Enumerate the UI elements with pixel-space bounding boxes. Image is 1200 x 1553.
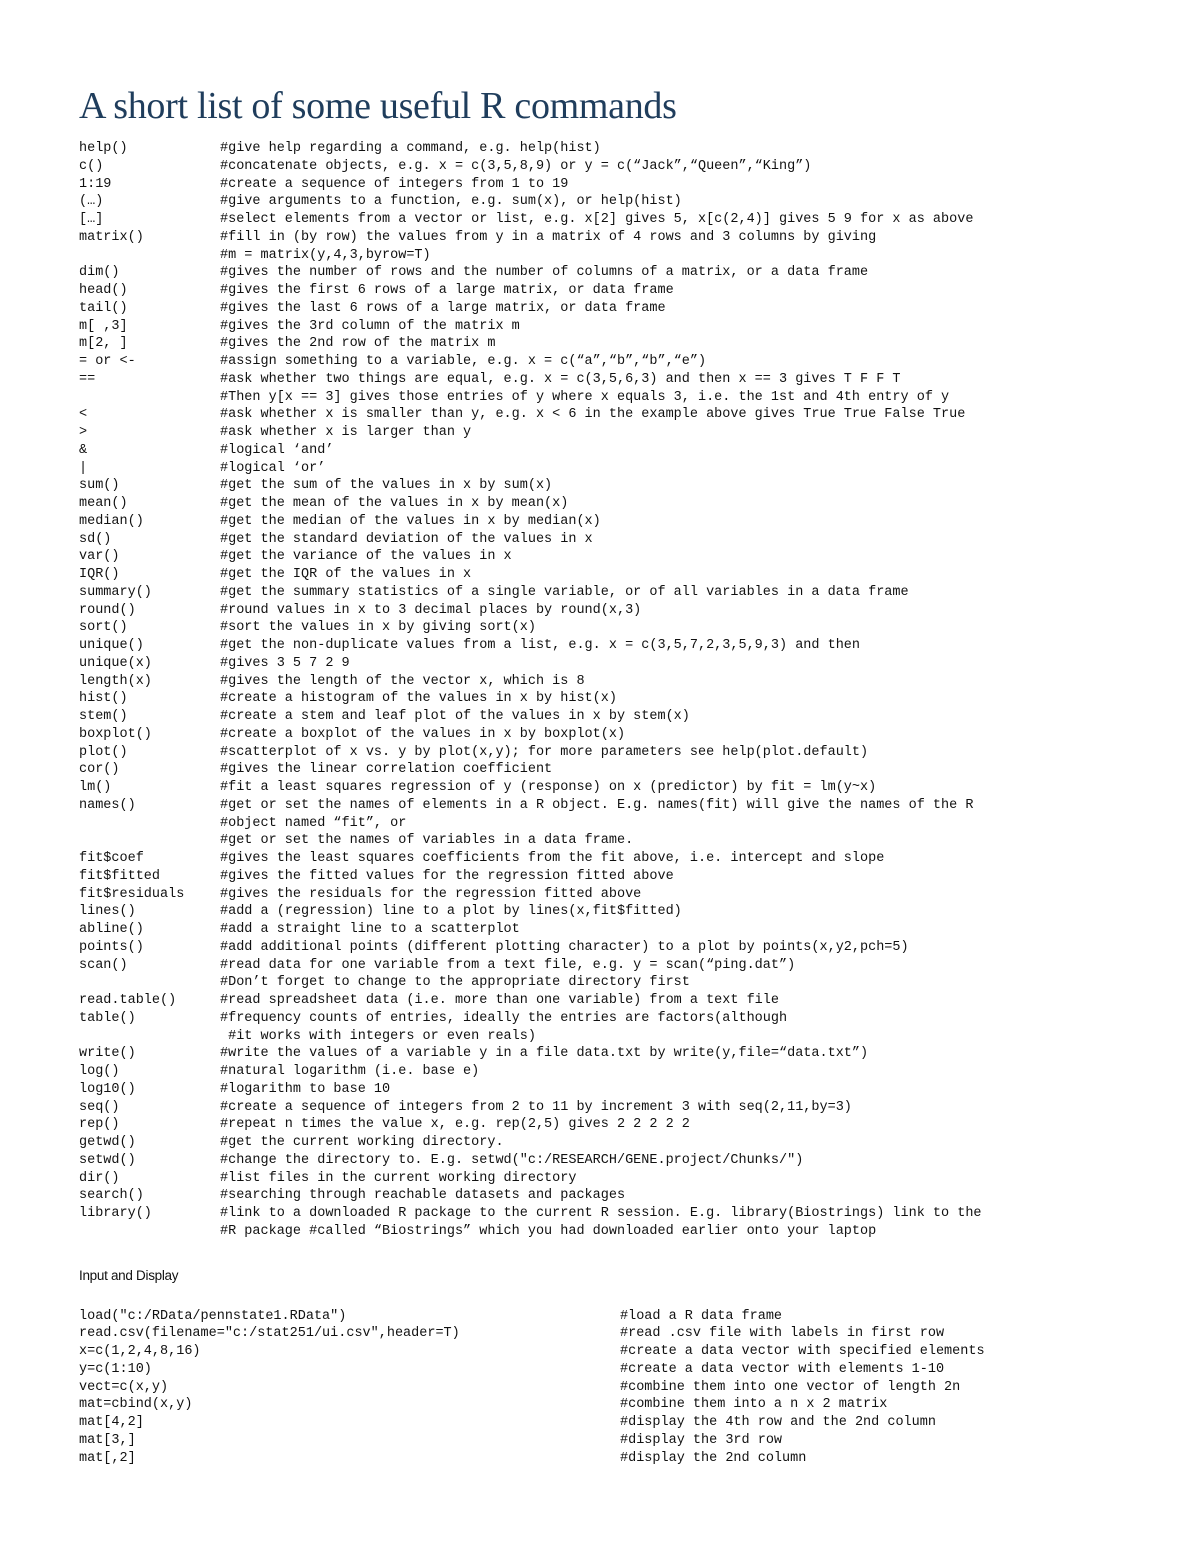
command-row — [79, 744, 982, 762]
input-display-row — [79, 1308, 985, 1326]
input-display-row — [79, 1432, 985, 1450]
command-row — [79, 1170, 982, 1188]
command-description: #concatenate objects, e.g. x = c(3,5,8,9) or y = c(“Jack”,“Queen”,“King”) — [220, 158, 812, 174]
input-display-row — [79, 1361, 985, 1379]
command-row — [79, 1081, 982, 1099]
command-row — [79, 1099, 982, 1117]
command-row — [79, 850, 982, 868]
command-name: getwd() — [79, 1135, 136, 1150]
command-name: m[2, ] — [79, 336, 128, 352]
command-row — [79, 1028, 982, 1046]
code-line: mat[,2] — [79, 1450, 136, 1466]
command-row — [79, 1063, 982, 1081]
command-name: seq() — [79, 1099, 120, 1115]
code-line: mat[4,2] — [79, 1415, 144, 1430]
command-description: #R package #called “Biostrings” which you had downloaded earlier onto your laptop — [220, 1223, 877, 1239]
command-description: #change the directory to. E.g. setwd("c:/RESEARCH/GENE.project/Chunks/") — [220, 1152, 804, 1168]
command-name: length(x) — [79, 673, 152, 689]
command-description: #get or set the names of elements in a R object. E.g. names(fit) will give the names of the R — [220, 797, 974, 813]
command-description: #create a sequence of integers from 2 to 11 by increment 3 with seq(2,11,by=3) — [220, 1099, 852, 1115]
command-name: > — [79, 425, 88, 440]
command-row — [79, 832, 982, 850]
code-comment: #combine them into a n x 2 matrix — [620, 1397, 888, 1413]
code-comment: #display the 4th row and the 2nd column — [620, 1415, 936, 1430]
command-name: == — [79, 371, 96, 387]
command-description: #get the variance of the values in x — [220, 549, 512, 565]
command-row — [79, 655, 982, 673]
command-row — [79, 868, 982, 886]
code-comment: #display the 2nd column — [620, 1450, 807, 1466]
code-comment: #load a R data frame — [620, 1308, 783, 1324]
command-row — [79, 264, 982, 282]
input-display-table-body — [79, 1308, 985, 1468]
command-name: dim() — [79, 265, 120, 281]
command-description: #gives the number of rows and the number of columns of a matrix, or a data frame — [220, 265, 869, 281]
command-name: boxplot() — [79, 726, 152, 742]
command-row — [79, 389, 982, 407]
input-display-row — [79, 1396, 985, 1414]
command-description: #it works with integers or even reals) — [220, 1028, 536, 1044]
command-name: table() — [79, 1010, 136, 1026]
command-description: #get the IQR of the values in x — [220, 567, 472, 582]
command-description: #sort the values in x by giving sort(x) — [220, 620, 536, 636]
command-description: #get the sum of the values in x by sum(x) — [220, 478, 553, 494]
command-description: #write the values of a variable y in a file data.txt by write(y,file=“data.txt”) — [220, 1046, 869, 1062]
command-name: write() — [79, 1046, 136, 1062]
command-row — [79, 548, 982, 566]
command-row — [79, 406, 982, 424]
command-row — [79, 815, 982, 833]
command-name: rep() — [79, 1117, 120, 1133]
command-name: IQR() — [79, 567, 120, 582]
input-display-row — [79, 1414, 985, 1432]
command-name — [79, 1223, 220, 1241]
command-name: (…) — [79, 194, 104, 210]
code-comment: #read .csv file with labels in first row — [620, 1326, 945, 1342]
command-description: #fit a least squares regression of y (response) on x (predictor) by fit = lm(y~x) — [220, 780, 877, 795]
command-description: #create a sequence of integers from 1 to 19 — [220, 176, 569, 192]
command-description: #ask whether two things are equal, e.g. x = c(3,5,6,3) and then x == 3 gives T F F T — [220, 371, 901, 387]
command-row — [79, 211, 982, 229]
command-row — [79, 1152, 982, 1170]
command-row — [79, 229, 982, 247]
command-description: #select elements from a vector or list, e.g. x[2] gives 5, x[c(2,4)] gives 5 9 for x as above — [220, 212, 974, 227]
code-line: read.csv(filename="c:/stat251/ui.csv",header=T) — [79, 1326, 460, 1342]
command-name: […] — [79, 212, 104, 227]
command-row — [79, 921, 982, 939]
command-name — [79, 815, 220, 833]
page-title: A short list of some useful R commands — [79, 85, 677, 127]
command-name: fit$fitted — [79, 868, 161, 884]
input-display-row — [79, 1325, 985, 1343]
command-description: #gives the linear correlation coefficient — [220, 762, 553, 778]
input-display-row — [79, 1343, 985, 1361]
command-row — [79, 176, 982, 194]
command-description: #get the non-duplicate values from a list, e.g. x = c(3,5,7,2,3,5,9,3) and then — [220, 638, 861, 653]
command-name: library() — [79, 1206, 152, 1221]
command-description: #create a histogram of the values in x by hist(x) — [220, 691, 617, 707]
command-description: #get the median of the values in x by median(x) — [220, 513, 601, 529]
command-name: fit$residuals — [79, 886, 185, 902]
document-page — [79, 84, 1139, 1467]
command-description: #get the summary statistics of a single variable, or of all variables in a data frame — [220, 584, 909, 600]
input-display-heading: Input and Display — [79, 1267, 179, 1283]
command-description: #searching through reachable datasets and packages — [220, 1188, 626, 1204]
command-description: #create a boxplot of the values in x by boxplot(x) — [220, 726, 626, 742]
command-name: lines() — [79, 904, 136, 920]
command-row — [79, 442, 982, 460]
command-description: #get the current working directory. — [220, 1135, 504, 1150]
command-row — [79, 140, 982, 158]
command-name: round() — [79, 602, 136, 618]
command-description: #round values in x to 3 decimal places by round(x,3) — [220, 602, 642, 618]
command-description: #gives the 2nd row of the matrix m — [220, 336, 496, 352]
command-name: abline() — [79, 922, 144, 937]
command-description: #read data for one variable from a text file, e.g. y = scan(“ping.dat”) — [220, 957, 796, 973]
command-row — [79, 353, 982, 371]
command-description: #natural logarithm (i.e. base e) — [220, 1064, 480, 1079]
command-name: unique() — [79, 638, 144, 653]
code-comment: #create a data vector with specified elements — [620, 1344, 985, 1359]
command-name — [79, 1028, 220, 1046]
command-row — [79, 1187, 982, 1205]
command-row — [79, 761, 982, 779]
command-row — [79, 886, 982, 904]
commands-table — [79, 140, 982, 1241]
command-name: < — [79, 407, 88, 423]
command-description: #list files in the current working directory — [220, 1170, 577, 1186]
command-description: #add a (regression) line to a plot by lines(x,fit$fitted) — [220, 904, 682, 920]
code-comment: #combine them into one vector of length 2n — [620, 1379, 961, 1395]
command-description: #get or set the names of variables in a data frame. — [220, 833, 634, 849]
command-row — [79, 247, 982, 265]
command-row — [79, 903, 982, 921]
command-description: #logarithm to base 10 — [220, 1081, 391, 1097]
command-description: #gives the length of the vector x, which is 8 — [220, 673, 585, 689]
command-name: scan() — [79, 957, 128, 973]
command-row — [79, 992, 982, 1010]
input-display-row — [79, 1450, 985, 1468]
commands-table-body — [79, 140, 982, 1241]
command-name — [79, 247, 220, 265]
command-description: #give arguments to a function, e.g. sum(x), or help(hist) — [220, 194, 682, 210]
command-name: sd() — [79, 531, 112, 547]
command-name: names() — [79, 797, 136, 813]
command-row — [79, 726, 982, 744]
command-name: plot() — [79, 744, 128, 760]
command-row — [79, 531, 982, 549]
code-line: mat[3,] — [79, 1432, 136, 1448]
command-description: #add additional points (different plotting character) to a plot by points(x,y2,pch=5) — [220, 939, 909, 955]
command-description: #scatterplot of x vs. y by plot(x,y); for more parameters see help(plot.default) — [220, 744, 869, 760]
command-row — [79, 584, 982, 602]
command-description: #gives the least squares coefficients from the fit above, i.e. intercept and slope — [220, 851, 885, 866]
command-name: points() — [79, 939, 144, 955]
command-name: m[ ,3] — [79, 318, 128, 334]
command-description: #Don’t forget to change to the appropriate directory first — [220, 975, 690, 991]
command-name: var() — [79, 549, 120, 565]
command-row — [79, 460, 982, 478]
command-row — [79, 1045, 982, 1063]
command-description: #object named “fit”, or — [220, 815, 407, 831]
command-description: #gives the residuals for the regression fitted above — [220, 886, 642, 902]
command-description: #m = matrix(y,4,3,byrow=T) — [220, 247, 431, 263]
command-name: read.table() — [79, 993, 177, 1008]
command-description: #gives the first 6 rows of a large matrix, or data frame — [220, 283, 674, 298]
command-name: log10() — [79, 1081, 136, 1097]
command-description: #assign something to a variable, e.g. x = c(“a”,“b”,“b”,“e”) — [220, 354, 707, 369]
command-name: cor() — [79, 762, 120, 778]
command-row — [79, 300, 982, 318]
command-description: #logical ‘and’ — [220, 442, 334, 458]
command-row — [79, 939, 982, 957]
command-description: #Then y[x == 3] gives those entries of y where x equals 3, i.e. the 1st and 4th entry of y — [220, 389, 950, 405]
code-line: load("c:/RData/pennstate1.RData") — [79, 1308, 347, 1324]
command-name: unique(x) — [79, 655, 152, 671]
command-row — [79, 282, 982, 300]
command-description: #read spreadsheet data (i.e. more than one variable) from a text file — [220, 993, 779, 1008]
command-row — [79, 797, 982, 815]
command-name: summary() — [79, 584, 152, 600]
command-row — [79, 158, 982, 176]
command-name: help() — [79, 141, 128, 156]
command-description: #get the mean of the values in x by mean(x) — [220, 496, 569, 511]
command-name: median() — [79, 513, 144, 529]
command-name: lm() — [79, 780, 112, 795]
command-row — [79, 566, 982, 584]
command-row — [79, 1223, 982, 1241]
command-description: #logical ‘or’ — [220, 460, 326, 476]
command-description: #gives the 3rd column of the matrix m — [220, 318, 520, 334]
command-row — [79, 673, 982, 691]
command-row — [79, 1134, 982, 1152]
code-line: mat=cbind(x,y) — [79, 1397, 193, 1413]
command-description: #fill in (by row) the values from y in a matrix of 4 rows and 3 columns by giving — [220, 229, 877, 245]
command-name: c() — [79, 158, 104, 174]
command-name: hist() — [79, 691, 128, 707]
input-display-row — [79, 1379, 985, 1397]
command-description: #frequency counts of entries, ideally the entries are factors(although — [220, 1010, 788, 1026]
code-comment: #create a data vector with elements 1-10 — [620, 1361, 945, 1377]
command-row — [79, 619, 982, 637]
command-name: search() — [79, 1188, 144, 1204]
code-line: x=c(1,2,4,8,16) — [79, 1344, 201, 1359]
command-row — [79, 371, 982, 389]
command-description: #gives 3 5 7 2 9 — [220, 655, 350, 671]
command-name: | — [79, 460, 88, 476]
command-row — [79, 637, 982, 655]
command-name: fit$coef — [79, 851, 144, 866]
command-row — [79, 495, 982, 513]
command-name: = or <- — [79, 354, 136, 369]
command-row — [79, 318, 982, 336]
command-name: tail() — [79, 300, 128, 316]
command-name: stem() — [79, 709, 128, 724]
command-name: sum() — [79, 478, 120, 494]
command-name: log() — [79, 1064, 120, 1079]
command-row — [79, 708, 982, 726]
command-row — [79, 1116, 982, 1134]
input-display-table — [79, 1308, 985, 1468]
command-row — [79, 690, 982, 708]
code-comment: #display the 3rd row — [620, 1432, 783, 1448]
command-name: setwd() — [79, 1152, 136, 1168]
code-line: vect=c(x,y) — [79, 1379, 169, 1395]
command-description: #link to a downloaded R package to the current R session. E.g. library(Biostrings) link to the — [220, 1206, 982, 1221]
command-name — [79, 974, 220, 992]
command-row — [79, 957, 982, 975]
command-row — [79, 477, 982, 495]
command-row — [79, 513, 982, 531]
command-name: & — [79, 442, 88, 458]
command-description: #ask whether x is smaller than y, e.g. x < 6 in the example above gives True True False True — [220, 407, 966, 423]
command-description: #add a straight line to a scatterplot — [220, 922, 520, 937]
command-name — [79, 832, 220, 850]
command-description: #give help regarding a command, e.g. help(hist) — [220, 141, 601, 156]
command-description: #gives the last 6 rows of a large matrix, or data frame — [220, 300, 666, 316]
command-row — [79, 974, 982, 992]
command-name: head() — [79, 283, 128, 298]
command-name: mean() — [79, 496, 128, 511]
command-description: #get the standard deviation of the values in x — [220, 531, 593, 547]
command-row — [79, 602, 982, 620]
command-name: matrix() — [79, 229, 144, 245]
command-description: #ask whether x is larger than y — [220, 425, 472, 440]
command-description: #gives the fitted values for the regression fitted above — [220, 868, 674, 884]
command-description: #create a stem and leaf plot of the values in x by stem(x) — [220, 709, 690, 724]
command-name: sort() — [79, 620, 128, 636]
command-row — [79, 1205, 982, 1223]
command-name: 1:19 — [79, 176, 112, 192]
command-name: dir() — [79, 1170, 120, 1186]
command-name — [79, 389, 220, 407]
code-line: y=c(1:10) — [79, 1361, 152, 1377]
command-row — [79, 1010, 982, 1028]
command-row — [79, 335, 982, 353]
command-row — [79, 193, 982, 211]
command-row — [79, 779, 982, 797]
command-row — [79, 424, 982, 442]
command-description: #repeat n times the value x, e.g. rep(2,5) gives 2 2 2 2 2 — [220, 1117, 690, 1133]
